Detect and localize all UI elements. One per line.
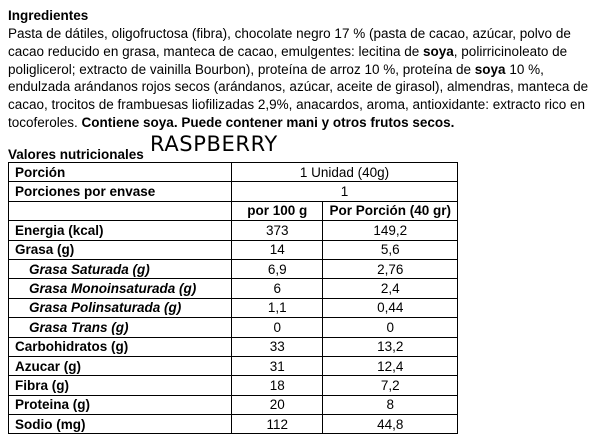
nutrient-row	[9, 415, 458, 434]
ingredients-title: Ingredientes	[8, 8, 89, 23]
allergen-soya-1: soya	[423, 43, 454, 59]
nutrient-row	[9, 279, 458, 298]
nutrient-row	[9, 259, 458, 278]
nutrient-perportion: 7,2	[323, 376, 458, 395]
nutrient-label: Carbohidratos (g)	[9, 337, 232, 356]
column-header-row	[9, 201, 458, 220]
nutrient-perportion: 8	[323, 395, 458, 414]
nutrient-per100: 20	[232, 395, 323, 414]
nutrient-perportion: 149,2	[323, 221, 458, 240]
servings-value: 1	[232, 182, 458, 201]
nutrient-label: Grasa Saturada (g)	[9, 259, 232, 278]
nutrient-perportion: 0	[323, 318, 458, 337]
nutrient-row	[9, 240, 458, 259]
nutrient-per100: 0	[232, 318, 323, 337]
nutrient-perportion: 2,76	[323, 259, 458, 278]
portion-label: Porción	[9, 163, 232, 182]
nutrient-label: Proteina (g)	[9, 395, 232, 414]
nutrient-row	[9, 298, 458, 317]
nutrient-per100: 373	[232, 221, 323, 240]
nutrient-per100: 6	[232, 279, 323, 298]
nutrient-label: Fibra (g)	[9, 376, 232, 395]
header-per100: por 100 g	[232, 201, 323, 220]
nutrient-label: Sodio (mg)	[9, 415, 232, 434]
nutrient-label: Grasa (g)	[9, 240, 232, 259]
nutrient-per100: 33	[232, 337, 323, 356]
nutrient-perportion: 5,6	[323, 240, 458, 259]
nutrient-per100: 112	[232, 415, 323, 434]
portion-row	[9, 163, 458, 182]
ingredients-part-3: 10 %, endulzada arándanos rojos secos (arándanos, azúcar, aceite de girasol), almendras, manteca de cacao, trocitos de frambuesas liofilizadas 2,9%, anacardos, aroma, antioxidante: extracto rico en tocoferoles.	[8, 61, 589, 130]
nutrient-perportion: 0,44	[323, 298, 458, 317]
nutrient-perportion: 2,4	[323, 279, 458, 298]
nutrient-perportion: 44,8	[323, 415, 458, 434]
allergen-warning: Contiene soya. Puede contener mani y otros frutos secos.	[81, 114, 455, 130]
servings-label: Porciones por envase	[9, 182, 232, 201]
header-empty-cell	[9, 201, 232, 220]
nutrient-label: Energia (kcal)	[9, 221, 232, 240]
portion-value: 1 Unidad (40g)	[232, 163, 458, 182]
nutrition-title: Valores nutricionales	[8, 147, 144, 162]
nutrient-per100: 18	[232, 376, 323, 395]
nutrient-label: Grasa Trans (g)	[9, 318, 232, 337]
product-name: RASPBERRY	[150, 132, 278, 156]
nutrient-row	[9, 337, 458, 356]
servings-row	[9, 182, 458, 201]
ingredients-text	[8, 25, 596, 132]
nutrient-label: Grasa Polinsaturada (g)	[9, 298, 232, 317]
nutrition-table	[8, 162, 458, 434]
nutrient-row	[9, 376, 458, 395]
nutrient-row	[9, 395, 458, 414]
ingredients-part-1: Pasta de dátiles, oligofructosa (fibra), chocolate negro 17 % (pasta de cacao, azúcar, polvo de cacao reducido en grasa, manteca de cacao, emulgentes: lecitina de	[8, 26, 571, 59]
nutrition-table-body	[9, 163, 458, 434]
nutrient-row	[9, 356, 458, 375]
nutrient-per100: 14	[232, 240, 323, 259]
nutrient-row	[9, 318, 458, 337]
allergen-soya-2: soya	[474, 61, 506, 77]
nutrient-perportion: 12,4	[323, 356, 458, 375]
nutrient-per100: 31	[232, 356, 323, 375]
header-perportion: Por Porción (40 gr)	[323, 201, 458, 220]
nutrient-per100: 6,9	[232, 259, 323, 278]
ingredients-part-2: , polirricinoleato de poliglicerol; extracto de vainilla Bourbon), proteína de arroz 10 %, proteína de	[8, 43, 568, 77]
nutrient-perportion: 13,2	[323, 337, 458, 356]
nutrient-label: Azucar (g)	[9, 356, 232, 375]
nutrient-per100: 1,1	[232, 298, 323, 317]
nutrient-row	[9, 221, 458, 240]
nutrient-label: Grasa Monoinsaturada (g)	[9, 279, 232, 298]
